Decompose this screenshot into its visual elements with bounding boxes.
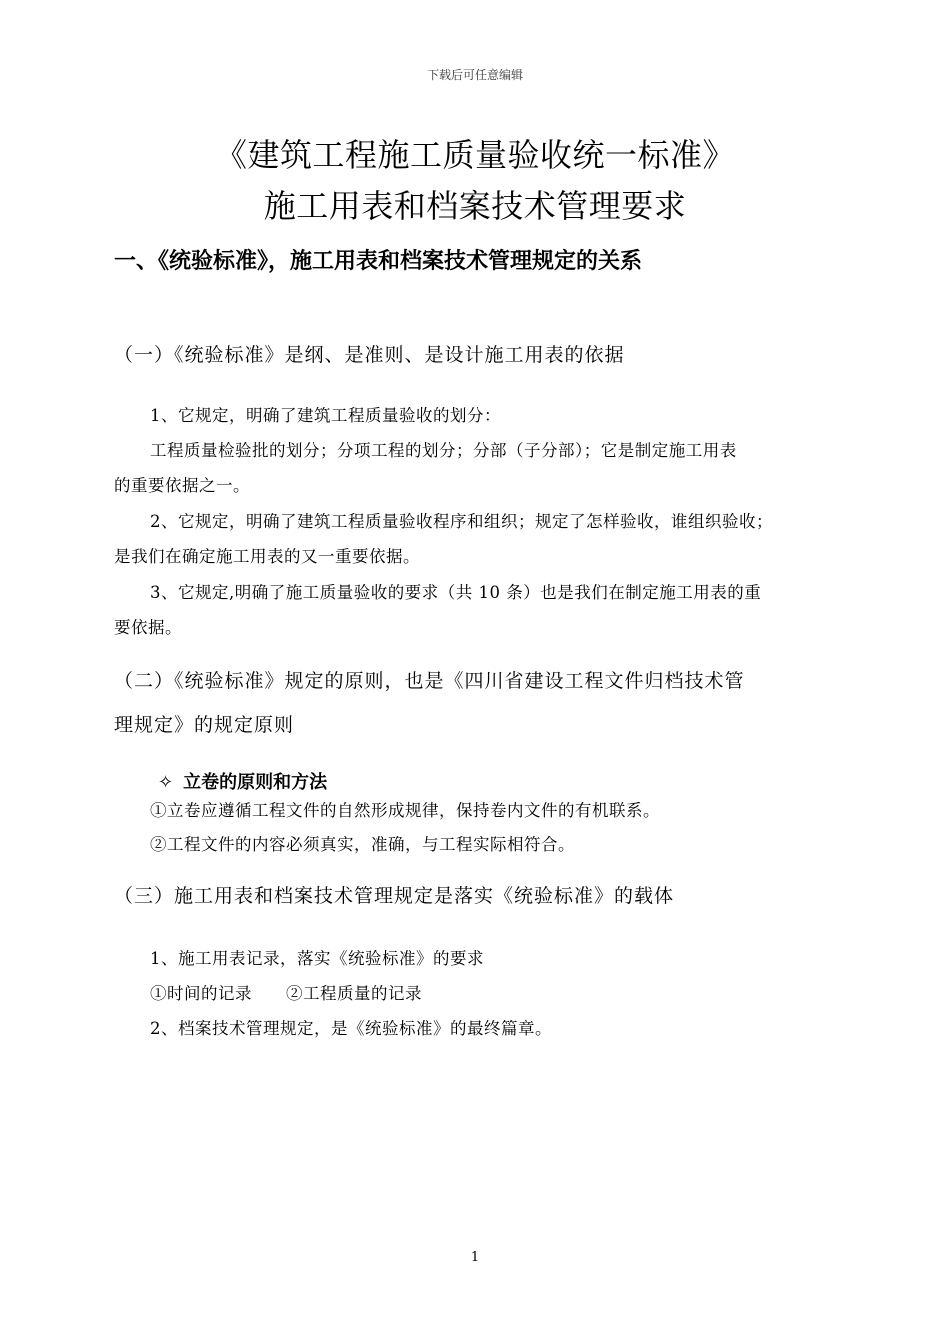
principle-point-1: ①立卷应遵循工程文件的自然形成规律，保持卷内文件的有机联系。 (150, 801, 660, 820)
paragraph-sub3-item-1: 1、施工用表记录，落实《统验标准》的要求 (150, 949, 484, 968)
page-number: 1 (470, 1250, 480, 1265)
paragraph-sub3-item-2: 2、档案技术管理规定，是《统验标准》的最终篇章。 (150, 1019, 552, 1038)
paragraph-item-1: 1、它规定，明确了建筑工程质量验收的划分： (150, 406, 501, 425)
paragraph-item-3-cont: 要依据。 (114, 618, 182, 637)
paragraph-item-2: 2、它规定，明确了建筑工程质量验收程序和组织；规定了怎样验收，谁组织验收； (150, 512, 773, 531)
document-title-line2: 施工用表和档案技术管理要求 (263, 187, 687, 225)
header-note: 下载后可任意编辑 (426, 68, 523, 82)
section-heading: 一、《统验标准》，施工用表和档案技术管理规定的关系 (114, 249, 643, 274)
record-time-point: ①时间的记录 (150, 984, 252, 1003)
subsection-heading-1: （一）《统验标准》是纲、是准则、是设计施工用表的依据 (114, 344, 625, 366)
paragraph-sub3-item-1-points (150, 980, 422, 1004)
record-quality-point: ②工程质量的记录 (286, 984, 422, 1003)
subsection-heading-2-cont: 理规定》的规定原则 (114, 714, 295, 736)
subsection-heading-3: （三）施工用表和档案技术管理规定是落实《统验标准》的载体 (114, 885, 675, 907)
subsection-heading-2: （二）《统验标准》规定的原则，也是《四川省建设工程文件归档技术管 (114, 670, 745, 692)
document-title-line1: 《建筑工程施工质量验收统一标准》 (214, 136, 735, 174)
bullet-heading-text: 立卷的原则和方法 (183, 772, 328, 793)
bullet-heading (158, 768, 327, 794)
paragraph-item-3: 3、它规定,明确了施工质量验收的要求（共 10 条）也是我们在制定施工用表的重 (150, 583, 762, 602)
paragraph-item-1-detail-cont: 的重要依据之一。 (114, 476, 250, 495)
principle-point-2: ②工程文件的内容必须真实，准确，与工程实际相符合。 (150, 835, 575, 854)
paragraph-item-1-detail: 工程质量检验批的划分；分项工程的划分；分部（子分部）；它是制定施工用表 (150, 441, 737, 460)
paragraph-item-2-cont: 是我们在确定施工用表的又一重要依据。 (114, 547, 420, 566)
diamond-bullet-icon: ✧ (158, 772, 174, 793)
